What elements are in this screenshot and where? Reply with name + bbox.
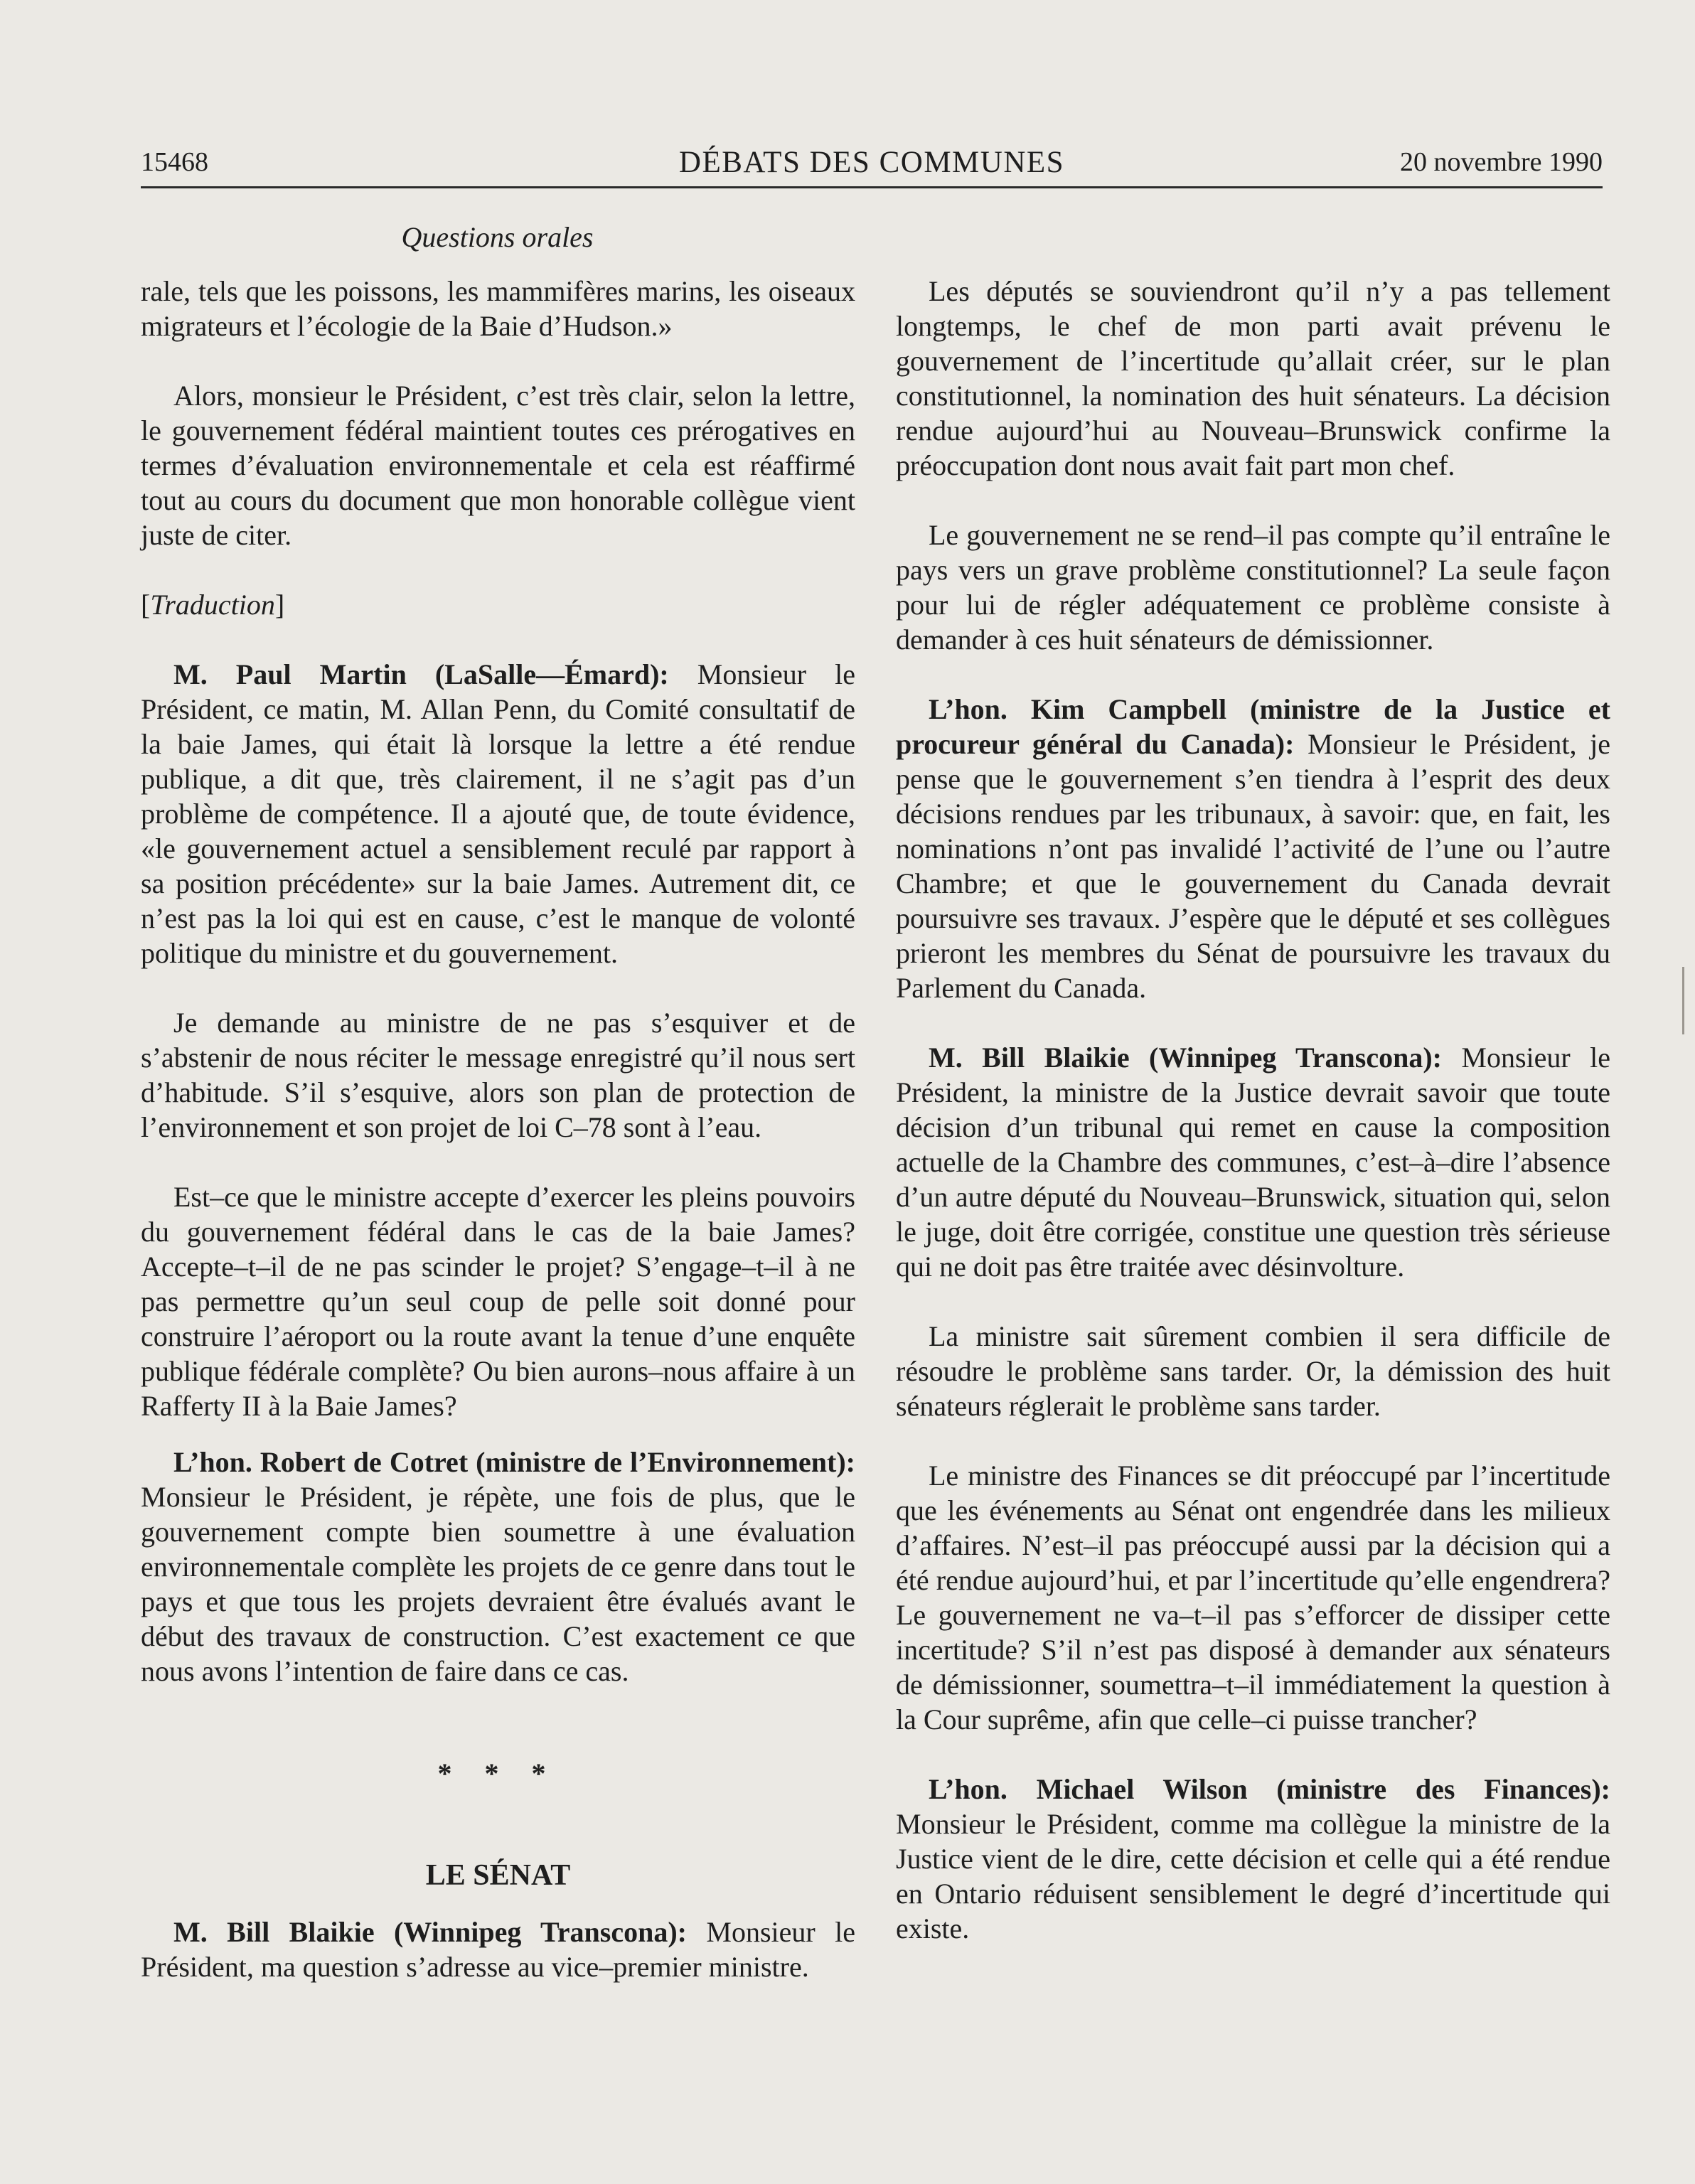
- speaker-name: M. Bill Blaikie (Winnipeg Transcona):: [173, 1916, 687, 1948]
- paragraph: La ministre sait sûrement combien il sera difficile de résoudre le problème sans tarder. Or, la démission des huit sénateurs réglerait le problème sans tarder.: [896, 1320, 1610, 1422]
- page-number: 15468: [141, 147, 208, 177]
- speech-robert-de-cotret: [141, 1445, 855, 1688]
- page-header: [141, 142, 1603, 188]
- section-label: Questions orales: [401, 221, 594, 253]
- speech-text: Monsieur le Président, je pense que le gouvernement s’en tiendra à l’esprit des deux décisions rendues par les tribunaux, à savoir: que, en fait, les nominations n’ont pas invalidé l’activité de l’une ou l’autre Chambre; et que le gouvernement du Canada devrait poursuivre ses travaux. J’espère que le député et ses collègues prieront les membres du Sénat de poursuivre les travaux du Parlement du Canada.: [896, 728, 1610, 1004]
- speech-bill-blaikie: [141, 1915, 855, 1984]
- paragraph: Le ministre des Finances se dit préoccupé par l’incertitude que les événements au Sénat ont engendrée dans les milieux d’affaires. N’est–il pas préoccupé aussi par la décision qui a été rendue aujourd’hui, et par l’incertitude qu’elle engendrera? Le gouvernement ne va–t–il pas s’efforcer de dissiper cette incertitude? S’il n’est pas disposé à demander aux sénateurs de démissionner, soumettra–t–il immédiatement la question à la Cour suprême, afin que celle–ci puisse trancher?: [896, 1460, 1610, 1735]
- publication-title: DÉBATS DES COMMUNES: [678, 146, 1065, 179]
- translation-tag: [Traduction]: [141, 589, 285, 621]
- right-column: [896, 274, 1610, 1946]
- speech-michael-wilson: [896, 1772, 1610, 1946]
- translation-tag-text: Traduction: [150, 589, 275, 621]
- paragraph: Est–ce que le ministre accepte d’exercer les pleins pouvoirs du gouvernement fédéral dans le cas de la baie James? Accepte–t–il de ne pas scinder le projet? S’engage–t–il à ne pas permettre qu’un seul coup de pelle soit donné pour construire l’aéroport ou la route avant la tenue d’une enquête publique fédérale complète? Ou bien aurons–nous affaire à un Rafferty II à la Baie James?: [141, 1181, 855, 1422]
- paragraph: rale, tels que les poissons, les mammifères marins, les oiseaux migrateurs et l’écologie de la Baie d’Hudson.»: [141, 275, 855, 342]
- speaker-name: L’hon. Kim Campbell (ministre de la Justice et procureur général du Canada):: [896, 693, 1610, 760]
- speech-paul-martin: [141, 657, 855, 970]
- speaker-name: M. Paul Martin (LaSalle—Émard):: [173, 658, 669, 690]
- publication-date: 20 novembre 1990: [1400, 147, 1603, 177]
- left-column: [141, 274, 855, 1984]
- scan-edge-mark: [1682, 967, 1684, 1034]
- speaker-name: M. Bill Blaikie (Winnipeg Transcona):: [929, 1042, 1442, 1074]
- section-heading: LE SÉNAT: [425, 1859, 571, 1892]
- paragraph: Le gouvernement ne se rend–il pas compte qu’il entraîne le pays vers un grave problème constitutionnel? La seule façon pour lui de régler adéquatement ce problème consiste à demander à ces huit sénateurs de démissionner.: [896, 519, 1610, 655]
- speech-text: Monsieur le Président, ce matin, M. Allan Penn, du Comité consultatif de la baie James, qui était là lorsque la lettre a été rendue publique, a dit que, très clairement, il ne s’agit pas d’un problème de compétence. Il a ajouté que, de toute évidence, «le gouvernement actuel a sensiblement reculé par rapport à sa position précédente» sur la baie James. Autrement dit, ce n’est pas la loi qui est en cause, c’est le manque de volonté politique du ministre et du gouvernement.: [141, 658, 856, 969]
- paragraph: Les députés se souviendront qu’il n’y a pas tellement longtemps, le chef de mon parti avait prévenu le gouvernement de l’incertitude qu’allait créer, sur le plan constitutionnel, la nomination des huit sénateurs. La décision rendue aujourd’hui au Nouveau–Brunswick confirme la préoccupation dont nous avait fait part mon chef.: [896, 275, 1610, 481]
- speech-text: Monsieur le Président, la ministre de la Justice devrait savoir que toute décision d’un tribunal qui remet en cause la composition actuelle de la Chambre des communes, c’est–à–dire l’absence d’un autre député du Nouveau–Brunswick, situation qui, selon le juge, doit être corrigée, constitue une question très sérieuse qui ne doit pas être traitée avec désinvolture.: [896, 1042, 1611, 1283]
- paragraph: Je demande au ministre de ne pas s’esquiver et de s’abstenir de nous réciter le message enregistré qu’il nous sert d’habitude. S’il s’esquive, alors son plan de protection de l’environnement et son projet de loi C–78 sont à l’eau.: [141, 1007, 855, 1143]
- speech-text: Monsieur le Président, comme ma collègue la ministre de la Justice vient de le dire, cette décision et celle qui a été rendue en Ontario réduisent sensiblement le degré d’incertitude qui existe.: [896, 1808, 1610, 1944]
- speaker-name: L’hon. Robert de Cotret (ministre de l’Environnement):: [173, 1446, 855, 1478]
- speech-kim-campbell: [896, 692, 1610, 1005]
- paragraph: Alors, monsieur le Président, c’est très clair, selon la lettre, le gouvernement fédéral maintient toutes ces prérogatives en termes d’évaluation environnementale et cela est réaffirmé tout au cours du document que mon honorable collègue vient juste de citer.: [141, 380, 855, 551]
- speech-bill-blaikie: [896, 1040, 1610, 1284]
- speaker-name: L’hon. Michael Wilson (ministre des Finances):: [929, 1773, 1610, 1805]
- speech-text: Monsieur le Président, ma question s’adresse au vice–premier ministre.: [141, 1916, 856, 1983]
- section-separator: * * *: [437, 1757, 559, 1789]
- speech-text: Monsieur le Président, je répète, une fois de plus, que le gouvernement compte bien soumettre à une évaluation environnementale complète les projets de ce genre dans tout le pays et que tous les projets devraient être évalués avant le début des travaux de construction. C’est exactement ce que nous avons l’intention de faire dans ce cas.: [141, 1481, 855, 1687]
